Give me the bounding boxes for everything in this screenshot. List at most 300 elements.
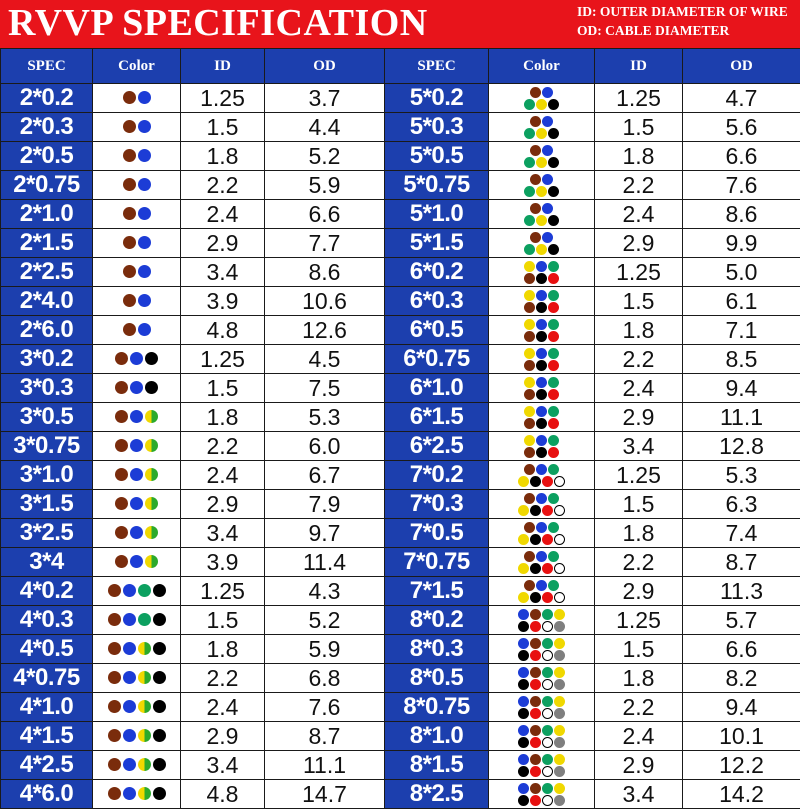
od-cell-left: 7.6 — [265, 693, 385, 722]
wire-color-dot-brown — [108, 613, 121, 626]
table-row — [1, 345, 800, 374]
wire-color-dot-red — [548, 302, 559, 313]
wire-color-dot-green — [524, 99, 535, 110]
wire-color-dot-black — [518, 737, 529, 748]
wire-color-dot-green — [548, 493, 559, 504]
wire-color-dot-yellow-green — [145, 439, 158, 452]
color-cell-left — [93, 316, 181, 345]
wire-color-dot-brown — [108, 700, 121, 713]
color-cell-right — [489, 432, 595, 461]
wire-color-dot-green — [548, 464, 559, 475]
column-header-id-right: ID — [595, 49, 683, 84]
color-dot-row — [518, 737, 566, 748]
wire-color-dot-brown — [530, 116, 541, 127]
spec-cell-left: 3*0.5 — [1, 403, 93, 432]
od-cell-left: 9.7 — [265, 519, 385, 548]
spec-cell-right: 6*0.5 — [385, 316, 489, 345]
id-cell-left: 4.8 — [181, 316, 265, 345]
od-cell-left: 11.1 — [265, 751, 385, 780]
wire-color-dot-brown — [123, 149, 136, 162]
color-cell-right — [489, 664, 595, 693]
color-dot-row — [524, 360, 560, 371]
wire-color-dot-white — [554, 505, 565, 516]
wire-color-dot-green — [524, 157, 535, 168]
wire-color-dot-brown — [524, 389, 535, 400]
color-dot-row — [524, 273, 560, 284]
od-cell-left: 6.0 — [265, 432, 385, 461]
spec-cell-right: 7*0.75 — [385, 548, 489, 577]
table-row — [1, 316, 800, 345]
spec-cell-right: 5*0.5 — [385, 142, 489, 171]
id-cell-right: 2.2 — [595, 693, 683, 722]
wire-color-dot-brown — [524, 580, 535, 591]
wire-color-dot-brown — [115, 439, 128, 452]
wire-color-dot-red — [530, 621, 541, 632]
color-dot-row — [524, 348, 560, 359]
color-dot-row — [524, 290, 560, 301]
wire-color-dot-blue — [130, 410, 143, 423]
spec-cell-left: 3*0.3 — [1, 374, 93, 403]
wire-color-dot-black — [536, 273, 547, 284]
wire-color-dot-brown — [524, 551, 535, 562]
od-cell-right: 7.6 — [683, 171, 800, 200]
wire-color-dot-yellow — [524, 377, 535, 388]
wire-color-dot-green — [548, 261, 559, 272]
wire-color-dot-green — [542, 754, 553, 765]
color-dot-row — [518, 592, 566, 603]
id-cell-left: 2.9 — [181, 229, 265, 258]
color-dot-row — [524, 447, 560, 458]
wire-color-dot-white — [542, 679, 553, 690]
spec-cell-left: 4*0.5 — [1, 635, 93, 664]
color-dot-stack — [518, 609, 566, 632]
spec-cell-left: 3*1.0 — [1, 461, 93, 490]
wire-color-dot-black — [530, 534, 541, 545]
color-dot-row — [524, 99, 560, 110]
wire-color-dot-brown — [524, 464, 535, 475]
wire-color-dot-brown — [530, 725, 541, 736]
table-row — [1, 519, 800, 548]
color-dot-stack — [524, 319, 560, 342]
spec-cell-left: 2*6.0 — [1, 316, 93, 345]
od-cell-right: 5.0 — [683, 258, 800, 287]
wire-color-dot-green — [548, 348, 559, 359]
color-dot-row — [524, 261, 560, 272]
table-row — [1, 432, 800, 461]
wire-color-dot-black — [518, 650, 529, 661]
id-cell-left: 2.4 — [181, 200, 265, 229]
id-cell-left: 1.5 — [181, 374, 265, 403]
wire-color-dot-brown — [108, 671, 121, 684]
color-cell-left — [93, 113, 181, 142]
page-title: RVVP SPECIFICATION — [8, 2, 428, 44]
color-dot-row — [524, 244, 560, 255]
wire-color-dot-brown — [524, 447, 535, 458]
table-row — [1, 229, 800, 258]
color-cell-left — [93, 519, 181, 548]
id-cell-right: 2.2 — [595, 345, 683, 374]
wire-color-dot-brown — [530, 696, 541, 707]
wire-color-dot-yellow-green — [138, 787, 151, 800]
wire-color-dot-yellow-green — [138, 758, 151, 771]
wire-color-dot-brown — [123, 207, 136, 220]
wire-color-dot-green — [542, 667, 553, 678]
wire-color-dot-black — [548, 128, 559, 139]
color-dot-row — [518, 609, 566, 620]
wire-color-dot-brown — [530, 145, 541, 156]
wire-color-dot-white — [542, 795, 553, 806]
od-cell-right: 6.6 — [683, 635, 800, 664]
color-dot-row — [524, 389, 560, 400]
id-cell-right: 1.25 — [595, 461, 683, 490]
color-cell-left — [93, 200, 181, 229]
wire-color-dot-gray — [554, 737, 565, 748]
od-cell-right: 5.3 — [683, 461, 800, 490]
od-cell-right: 7.4 — [683, 519, 800, 548]
color-dot-row — [530, 87, 554, 98]
color-dot-stack — [524, 203, 560, 226]
color-dot-row — [530, 203, 554, 214]
wire-color-dot-green — [138, 613, 151, 626]
wire-color-dot-yellow-green — [138, 642, 151, 655]
id-cell-left: 3.9 — [181, 287, 265, 316]
wire-color-dot-blue — [536, 493, 547, 504]
color-dot-stack — [524, 145, 560, 168]
spec-cell-right: 6*0.3 — [385, 287, 489, 316]
id-cell-right: 3.4 — [595, 780, 683, 809]
id-cell-right: 2.9 — [595, 229, 683, 258]
color-cell-left — [93, 780, 181, 809]
table-row — [1, 84, 800, 113]
color-dot-stack — [524, 377, 560, 400]
spec-cell-left: 3*2.5 — [1, 519, 93, 548]
color-dot-row — [518, 708, 566, 719]
color-dot-stack — [518, 638, 566, 661]
wire-color-dot-brown — [108, 584, 121, 597]
id-cell-right: 1.8 — [595, 519, 683, 548]
id-cell-right: 1.8 — [595, 142, 683, 171]
od-cell-right: 10.1 — [683, 722, 800, 751]
wire-color-dot-yellow — [536, 128, 547, 139]
table-row — [1, 374, 800, 403]
color-cell-left — [93, 751, 181, 780]
wire-color-dot-blue — [536, 290, 547, 301]
od-cell-left: 7.9 — [265, 490, 385, 519]
table-row — [1, 403, 800, 432]
page-header — [0, 0, 800, 48]
wire-color-dot-blue — [542, 145, 553, 156]
wire-color-dot-brown — [108, 787, 121, 800]
wire-color-dot-blue — [130, 526, 143, 539]
wire-color-dot-red — [530, 650, 541, 661]
color-dot-stack — [524, 348, 560, 371]
id-cell-right: 2.2 — [595, 548, 683, 577]
wire-color-dot-green — [548, 319, 559, 330]
color-dot-row — [518, 667, 566, 678]
wire-color-dot-brown — [123, 91, 136, 104]
wire-color-dot-blue — [123, 729, 136, 742]
id-cell-right: 2.9 — [595, 751, 683, 780]
color-cell-right — [489, 84, 595, 113]
id-cell-left: 1.8 — [181, 142, 265, 171]
id-cell-right: 1.8 — [595, 664, 683, 693]
od-cell-left: 5.2 — [265, 606, 385, 635]
wire-color-dot-yellow — [554, 638, 565, 649]
wire-color-dot-brown — [524, 360, 535, 371]
color-dot-stack — [524, 435, 560, 458]
spec-cell-left: 4*6.0 — [1, 780, 93, 809]
wire-color-dot-blue — [536, 261, 547, 272]
wire-color-dot-white — [554, 592, 565, 603]
wire-color-dot-blue — [123, 758, 136, 771]
wire-color-dot-green — [542, 725, 553, 736]
od-cell-left: 5.3 — [265, 403, 385, 432]
column-header-od-left: OD — [265, 49, 385, 84]
wire-color-dot-white — [542, 650, 553, 661]
color-cell-left — [93, 577, 181, 606]
color-dot-row — [524, 522, 560, 533]
color-dot-stack — [518, 551, 566, 574]
spec-cell-right: 6*2.5 — [385, 432, 489, 461]
color-cell-right — [489, 200, 595, 229]
id-legend-note: ID: OUTER DIAMETER OF WIRE — [577, 4, 788, 20]
spec-cell-right: 6*0.2 — [385, 258, 489, 287]
wire-color-dot-yellow — [524, 406, 535, 417]
color-dot-row — [518, 650, 566, 661]
wire-color-dot-brown — [530, 667, 541, 678]
wire-color-dot-blue — [536, 377, 547, 388]
color-cell-right — [489, 113, 595, 142]
table-row — [1, 142, 800, 171]
color-cell-right — [489, 171, 595, 200]
id-cell-left: 2.2 — [181, 432, 265, 461]
wire-color-dot-red — [542, 505, 553, 516]
wire-color-dot-yellow — [524, 290, 535, 301]
wire-color-dot-yellow — [518, 534, 529, 545]
od-cell-left: 14.7 — [265, 780, 385, 809]
wire-color-dot-red — [530, 795, 541, 806]
spec-cell-left: 2*2.5 — [1, 258, 93, 287]
wire-color-dot-blue — [536, 435, 547, 446]
od-cell-right: 5.6 — [683, 113, 800, 142]
wire-color-dot-yellow — [536, 186, 547, 197]
wire-color-dot-blue — [130, 439, 143, 452]
id-cell-right: 2.4 — [595, 200, 683, 229]
wire-color-dot-white — [542, 766, 553, 777]
wire-color-dot-yellow-green — [138, 671, 151, 684]
id-cell-left: 1.8 — [181, 635, 265, 664]
spec-cell-right: 5*1.5 — [385, 229, 489, 258]
color-dot-row — [524, 551, 560, 562]
color-dot-stack — [518, 522, 566, 545]
spec-cell-right: 5*0.2 — [385, 84, 489, 113]
spec-cell-right: 5*0.75 — [385, 171, 489, 200]
spec-cell-left: 4*1.0 — [1, 693, 93, 722]
spec-cell-left: 2*1.5 — [1, 229, 93, 258]
color-cell-left — [93, 171, 181, 200]
wire-color-dot-blue — [518, 754, 529, 765]
wire-color-dot-brown — [530, 754, 541, 765]
wire-color-dot-brown — [115, 468, 128, 481]
spec-cell-left: 2*1.0 — [1, 200, 93, 229]
od-legend-note: OD: CABLE DIAMETER — [577, 23, 729, 39]
table-row — [1, 635, 800, 664]
wire-color-dot-blue — [536, 319, 547, 330]
wire-color-dot-white — [554, 563, 565, 574]
spec-table — [0, 48, 800, 809]
spec-cell-right: 7*0.5 — [385, 519, 489, 548]
table-row — [1, 722, 800, 751]
od-cell-right: 12.8 — [683, 432, 800, 461]
table-row — [1, 548, 800, 577]
wire-color-dot-green — [524, 128, 535, 139]
od-cell-left: 4.4 — [265, 113, 385, 142]
color-cell-right — [489, 287, 595, 316]
spec-cell-right: 8*2.5 — [385, 780, 489, 809]
wire-color-dot-green — [548, 435, 559, 446]
color-cell-right — [489, 461, 595, 490]
od-cell-left: 7.5 — [265, 374, 385, 403]
column-header-spec-right: SPEC — [385, 49, 489, 84]
color-dot-row — [518, 563, 566, 574]
wire-color-dot-blue — [518, 783, 529, 794]
wire-color-dot-yellow — [524, 348, 535, 359]
wire-color-dot-red — [548, 389, 559, 400]
id-cell-left: 1.8 — [181, 403, 265, 432]
wire-color-dot-yellow — [536, 157, 547, 168]
wire-color-dot-brown — [530, 783, 541, 794]
color-dot-stack — [524, 406, 560, 429]
spec-cell-left: 3*0.2 — [1, 345, 93, 374]
color-dot-row — [518, 725, 566, 736]
color-cell-right — [489, 142, 595, 171]
color-dot-row — [524, 493, 560, 504]
wire-color-dot-brown — [530, 609, 541, 620]
od-cell-right: 12.2 — [683, 751, 800, 780]
color-cell-right — [489, 780, 595, 809]
wire-color-dot-red — [548, 273, 559, 284]
color-dot-row — [518, 534, 566, 545]
od-cell-left: 3.7 — [265, 84, 385, 113]
wire-color-dot-red — [530, 679, 541, 690]
od-cell-left: 7.7 — [265, 229, 385, 258]
wire-color-dot-blue — [138, 91, 151, 104]
table-row — [1, 751, 800, 780]
table-header-row — [1, 49, 800, 84]
color-dot-stack — [524, 232, 560, 255]
wire-color-dot-brown — [108, 642, 121, 655]
wire-color-dot-red — [542, 476, 553, 487]
wire-color-dot-green — [542, 609, 553, 620]
wire-color-dot-red — [548, 418, 559, 429]
color-dot-row — [518, 795, 566, 806]
color-dot-row — [530, 145, 554, 156]
color-dot-row — [524, 157, 560, 168]
id-cell-left: 2.9 — [181, 490, 265, 519]
table-row — [1, 200, 800, 229]
wire-color-dot-blue — [518, 725, 529, 736]
color-cell-right — [489, 258, 595, 287]
wire-color-dot-yellow — [554, 696, 565, 707]
color-dot-row — [518, 783, 566, 794]
spec-cell-right: 8*0.2 — [385, 606, 489, 635]
wire-color-dot-black — [536, 418, 547, 429]
spec-cell-right: 7*0.3 — [385, 490, 489, 519]
wire-color-dot-white — [542, 708, 553, 719]
color-dot-row — [518, 621, 566, 632]
od-cell-right: 5.7 — [683, 606, 800, 635]
color-cell-right — [489, 548, 595, 577]
id-cell-left: 2.9 — [181, 722, 265, 751]
spec-cell-left: 2*0.5 — [1, 142, 93, 171]
column-header-od-right: OD — [683, 49, 800, 84]
wire-color-dot-yellow — [518, 563, 529, 574]
od-cell-left: 8.6 — [265, 258, 385, 287]
color-dot-stack — [518, 493, 566, 516]
spec-cell-left: 2*4.0 — [1, 287, 93, 316]
spec-cell-left: 2*0.3 — [1, 113, 93, 142]
od-cell-right: 7.1 — [683, 316, 800, 345]
wire-color-dot-black — [530, 476, 541, 487]
id-cell-right: 2.4 — [595, 722, 683, 751]
color-dot-row — [518, 476, 566, 487]
color-cell-left — [93, 432, 181, 461]
wire-color-dot-brown — [524, 331, 535, 342]
wire-color-dot-blue — [130, 555, 143, 568]
od-cell-right: 8.7 — [683, 548, 800, 577]
wire-color-dot-red — [542, 534, 553, 545]
wire-color-dot-brown — [524, 493, 535, 504]
wire-color-dot-yellow — [554, 725, 565, 736]
color-dot-row — [530, 174, 554, 185]
wire-color-dot-green — [548, 522, 559, 533]
color-dot-row — [524, 215, 560, 226]
wire-color-dot-blue — [542, 174, 553, 185]
color-dot-row — [518, 638, 566, 649]
color-cell-right — [489, 635, 595, 664]
wire-color-dot-brown — [524, 273, 535, 284]
id-cell-left: 3.4 — [181, 751, 265, 780]
wire-color-dot-blue — [536, 551, 547, 562]
od-cell-left: 6.7 — [265, 461, 385, 490]
wire-color-dot-brown — [123, 236, 136, 249]
wire-color-dot-gray — [554, 795, 565, 806]
wire-color-dot-blue — [130, 381, 143, 394]
wire-color-dot-brown — [524, 418, 535, 429]
id-cell-right: 1.5 — [595, 635, 683, 664]
wire-color-dot-black — [518, 679, 529, 690]
table-row — [1, 664, 800, 693]
od-cell-right: 9.4 — [683, 374, 800, 403]
wire-color-dot-green — [548, 580, 559, 591]
table-row — [1, 693, 800, 722]
wire-color-dot-red — [530, 766, 541, 777]
color-dot-row — [518, 754, 566, 765]
spec-cell-right: 6*1.5 — [385, 403, 489, 432]
color-cell-left — [93, 548, 181, 577]
wire-color-dot-black — [153, 758, 166, 771]
spec-cell-right: 6*0.75 — [385, 345, 489, 374]
wire-color-dot-black — [153, 642, 166, 655]
wire-color-dot-blue — [542, 203, 553, 214]
color-cell-right — [489, 403, 595, 432]
color-cell-left — [93, 142, 181, 171]
wire-color-dot-blue — [130, 352, 143, 365]
wire-color-dot-yellow — [536, 99, 547, 110]
id-cell-left: 2.2 — [181, 664, 265, 693]
wire-color-dot-black — [548, 186, 559, 197]
id-cell-right: 1.25 — [595, 606, 683, 635]
